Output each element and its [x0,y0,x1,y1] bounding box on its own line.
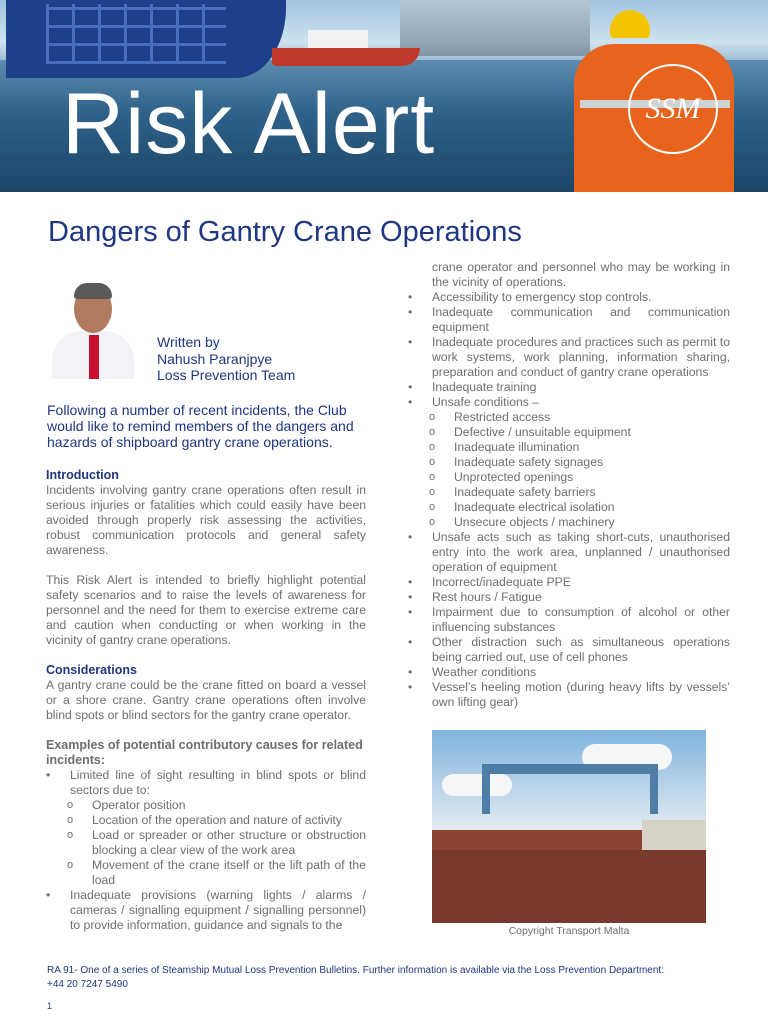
portrait-tie [89,335,99,379]
cause-sub-item: o Unsecure objects / machinery [408,515,730,530]
cause-sub-item: o Restricted access [408,410,730,425]
banner-port-cranes [400,0,590,56]
club-logo [628,64,718,154]
cause-bullet: • Other distraction such as simultaneous operations being carried out, use of cell phones [408,635,730,665]
causes-continuation: crane operator and personnel who may be working in the vicinity of operations. [432,260,730,289]
gantry-crane-photo [432,730,706,923]
causes-list-right [408,290,730,710]
cause-bullet: • Incorrect/inadequate PPE [408,575,730,590]
worker-helmet [610,10,650,38]
photo-ship-deck [432,850,706,923]
club-logo-text: SSM [645,92,701,125]
right-column [408,260,730,710]
cause-sub-item: o Defective / unsuitable equipment [408,425,730,440]
footer-bulletin-note: RA 91- One of a series of Steamship Mutual Loss Prevention Bulletins. Further information is available via the Loss Prevention Department: [47,965,664,976]
byline-author-name: Nahush Paranjpye [157,350,273,367]
byline-written-by: Written by [157,334,220,350]
cause-sub-item: o Load or spreader or other structure or obstruction blocking a clear view of the work area [46,828,366,858]
lead-paragraph: Following a number of recent incidents, the Club would like to remind members of the dangers and hazards of shipboard gantry crane operations. [47,402,354,450]
banner-ship-hull [6,0,286,78]
photo-hatch-rail [432,830,642,852]
cause-sub-item: o Inadequate electrical isolation [408,500,730,515]
cause-sub-item: o Inadequate safety signages [408,455,730,470]
cause-bullet: • Inadequate provisions (warning lights / alarms / cameras / signalling equipment / signalling personnel) to provide information, guidance and signals to the [46,888,366,933]
portrait-hair [74,283,112,299]
considerations-paragraph: A gantry crane could be the crane fitted on board a vessel or a shore crane. Gantry crane operations often involve blind spots or blind sectors for the gantry crane operator. [46,678,366,722]
introduction-paragraph-2: This Risk Alert is intended to briefly highlight potential safety scenarios and to raise the levels of awareness for personnel and the need for them to exercise extreme care and caution when conducting or when working in the vicinity of gantry crane operations. [46,573,366,647]
tug-cabin [308,30,368,50]
byline-team: Loss Prevention Team [157,367,296,383]
footer-phone: +44 20 7247 5490 [47,979,128,990]
banner-title: Risk Alert [62,76,436,172]
cause-sub-item: o Unprotected openings [408,470,730,485]
header-banner [0,0,768,192]
photo-caption: Copyright Transport Malta [508,925,630,937]
cause-bullet: • Weather conditions [408,665,730,680]
article-title: Dangers of Gantry Crane Operations [48,216,522,248]
introduction-heading: Introduction [46,468,119,482]
cause-sub-item: o Inadequate safety barriers [408,485,730,500]
cause-bullet: • Accessibility to emergency stop controls. [408,290,730,305]
introduction-paragraph-1: Incidents involving gantry crane operations often result in serious injuries or fatalities which could easily have been avoided through properly risk assessing the activities, robust communication protocols and general safety awareness. [46,483,366,557]
cause-sub-item: o Operator position [46,798,366,813]
cause-sub-item: o Movement of the crane itself or the lift path of the load [46,858,366,888]
cause-bullet: • Inadequate procedures and practices such as permit to work systems, work planning, information sharing, preparation and conduct of gantry crane operations [408,335,730,380]
author-portrait [52,279,134,379]
photo-gantry-crane [482,764,658,814]
cause-bullet: • Inadequate communication and communication equipment [408,305,730,335]
cause-bullet: • Vessel’s heeling motion (during heavy lifts by vessels’ own lifting gear) [408,680,730,710]
cause-sub-item: o Location of the operation and nature of activity [46,813,366,828]
cause-bullet: • Unsafe conditions – [408,395,730,410]
banner-tugboat [272,28,420,66]
page-number: 1 [47,1001,53,1011]
cause-bullet: • Rest hours / Fatigue [408,590,730,605]
cause-bullet: • Inadequate training [408,380,730,395]
banner-ship-hatch [46,4,226,64]
cause-bullet: • Limited line of sight resulting in blind spots or blind sectors due to: [46,768,366,798]
cause-bullet: • Impairment due to consumption of alcohol or other influencing substances [408,605,730,635]
left-column [46,468,366,933]
examples-heading: Examples of potential contributory causes for related incidents: [46,738,363,767]
causes-list-left [46,768,366,933]
cause-sub-item: o Inadequate illumination [408,440,730,455]
footer [47,964,727,992]
cause-bullet: • Unsafe acts such as taking short-cuts, unauthorised entry into the work area, unplanned / unauthorised operation of equipment [408,530,730,575]
tug-hull [272,48,420,66]
considerations-heading: Considerations [46,663,137,677]
author-byline [157,334,295,384]
